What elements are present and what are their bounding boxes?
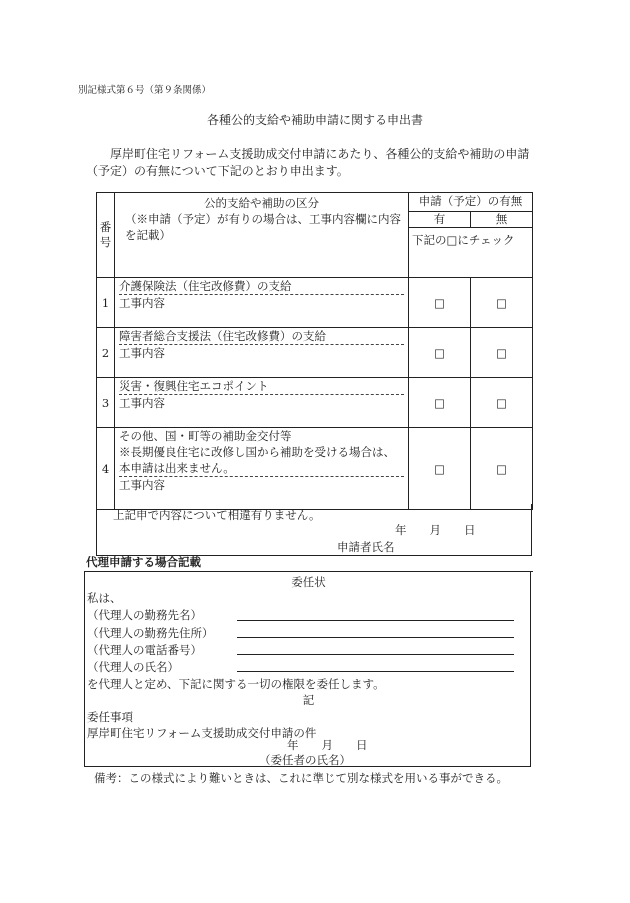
- check-instruction: 下記の□にチェック: [409, 227, 533, 277]
- declaration-box: [96, 504, 532, 556]
- row-1-yes-checkbox[interactable]: □: [409, 278, 471, 328]
- header-status: 申請（予定）の有無: [409, 193, 533, 212]
- agent-intro: 私は、: [87, 591, 122, 605]
- row-number-2: 2: [97, 328, 115, 378]
- agent-field-workplace: （代理人の勤務先名）: [87, 608, 202, 622]
- agent-section: [84, 571, 531, 767]
- delegator-name-label: （委任者の氏名）: [259, 753, 351, 767]
- row-item-1: [115, 278, 409, 328]
- intro-line-1: 厚岸町住宅リフォーム支援助成交付申請にあたり、各種公的支給や補助の申請: [110, 147, 530, 161]
- row-2-title: 障害者総合支援法（住宅改修費）の支給: [119, 328, 404, 345]
- delegated-matter-label: 委任事項: [87, 710, 133, 724]
- row-number-1: 1: [97, 278, 115, 328]
- row-4-no-checkbox[interactable]: □: [471, 428, 533, 510]
- agent-field-address: （代理人の勤務先住所）: [87, 626, 214, 640]
- document-title: 各種公的支給や補助申請に関する申出書: [206, 113, 423, 127]
- row-4-work: 工事内容: [119, 478, 165, 492]
- row-item-2: [115, 328, 409, 378]
- remarks: 備考：この様式により難いときは、これに準じて別な様式を用いる事ができる。: [94, 771, 508, 785]
- row-item-4: [115, 428, 409, 510]
- agent-field-name: （代理人の氏名）: [87, 660, 179, 674]
- header-description: [115, 193, 409, 278]
- row-4-yes-checkbox[interactable]: □: [409, 428, 471, 510]
- row-3-no-checkbox[interactable]: □: [471, 378, 533, 428]
- row-number-4: 4: [97, 428, 115, 510]
- phone-input-line[interactable]: [237, 654, 514, 655]
- header-yes: 有: [409, 211, 471, 227]
- intro-paragraph: [86, 146, 556, 180]
- agent-section-title: 代理申請する場合記載: [84, 555, 533, 572]
- subsidy-table: [96, 192, 533, 510]
- delegated-matter: 厚岸町住宅リフォーム支援助成交付申請の件: [87, 726, 317, 740]
- agent-date: 年 月 日: [287, 738, 368, 752]
- row-number-3: 3: [97, 378, 115, 428]
- header-no: 無: [471, 211, 533, 227]
- agent-field-phone: （代理人の電話番号）: [87, 643, 202, 657]
- intro-line-2: （予定）の有無について下記のとおり申出ます。: [86, 164, 349, 178]
- declaration-text: 上記申で内容について相違有りません。: [113, 508, 321, 522]
- power-of-attorney-title: 委任状: [291, 575, 326, 589]
- workplace-input-line[interactable]: [237, 620, 514, 621]
- row-2-work: 工事内容: [119, 346, 165, 360]
- row-4-title: その他、国・町等の補助金交付等: [119, 429, 292, 443]
- header-number: 番号: [97, 193, 115, 278]
- row-4-note: ※長期優良住宅に改修し国から補助を受ける場合は、本申請は出来ません。: [119, 444, 404, 477]
- row-3-yes-checkbox[interactable]: □: [409, 378, 471, 428]
- applicant-name-label: 申請者氏名: [337, 540, 395, 554]
- delegation-statement: を代理人と定め、下記に関する一切の権限を委任します。: [87, 677, 385, 691]
- address-input-line[interactable]: [237, 637, 514, 638]
- row-3-title: 災害・復興住宅エコポイント: [119, 378, 404, 395]
- row-1-title: 介護保険法（住宅改修費）の支給: [119, 278, 404, 295]
- declaration-date: 年 月 日: [395, 523, 476, 537]
- row-item-3: [115, 378, 409, 428]
- header-desc-title: 公的支給や補助の区分: [204, 196, 319, 210]
- row-3-work: 工事内容: [119, 396, 165, 410]
- row-1-no-checkbox[interactable]: □: [471, 278, 533, 328]
- form-number: 別記様式第６号（第９条関係）: [78, 85, 212, 96]
- row-2-yes-checkbox[interactable]: □: [409, 328, 471, 378]
- header-desc-note: （※申請（予定）が有りの場合は、工事内容欄に内容を記載）: [125, 212, 401, 242]
- name-input-line[interactable]: [237, 671, 514, 672]
- row-2-no-checkbox[interactable]: □: [471, 328, 533, 378]
- ki-label: 記: [302, 693, 315, 707]
- row-1-work: 工事内容: [119, 296, 165, 310]
